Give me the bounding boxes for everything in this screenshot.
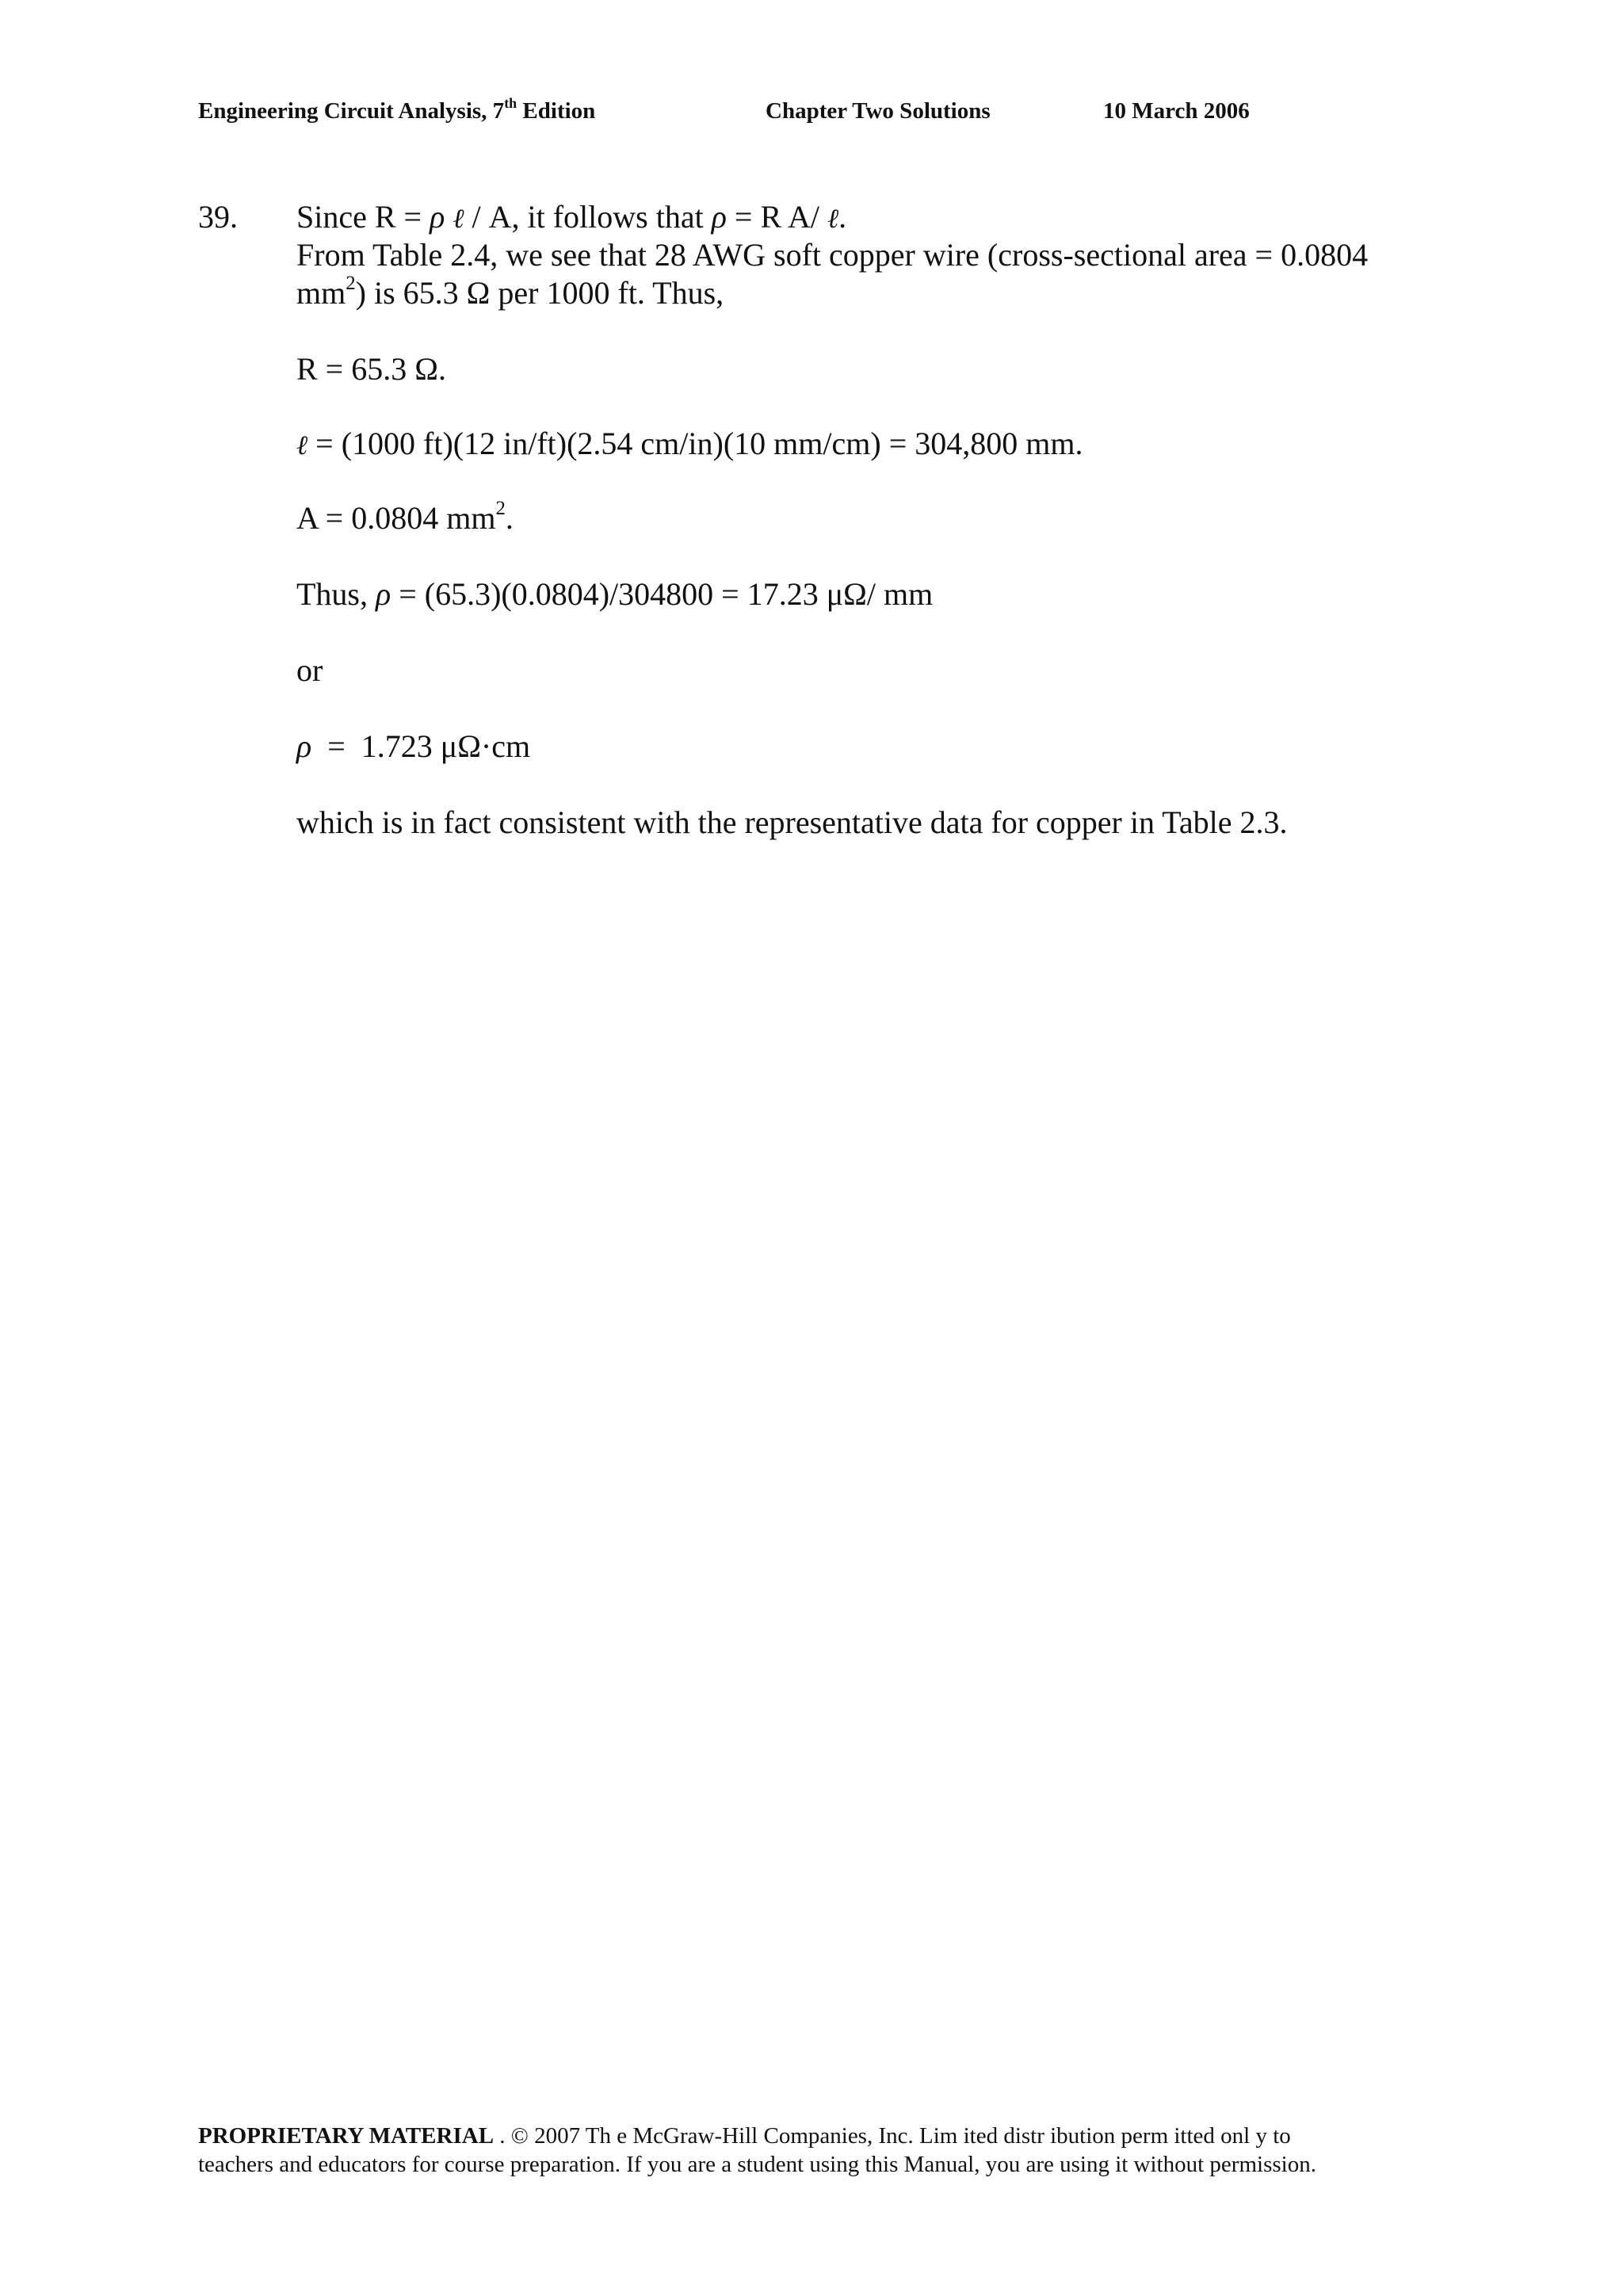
- footer-line-2: teachers and educators for course preparation. If you are a student using this Manual, you are using it without permission.: [198, 2152, 1316, 2177]
- footer-line-1: PROPRIETARY MATERIAL . © 2007 Th e McGraw-Hill Companies, Inc. Lim ited distr ibution perm itted onl y to: [198, 2123, 1291, 2149]
- problem-number: 39.: [198, 199, 238, 235]
- page-footer: [198, 2122, 1450, 2179]
- equation-length: ℓ = (1000 ft)(12 in/ft)(2.54 cm/in)(10 mm/cm) = 304,800 mm.: [296, 426, 1083, 461]
- page-header: [198, 94, 1434, 130]
- equation-resistivity-mm: Thus, ρ = (65.3)(0.0804)/304800 = 17.23 μΩ/ mm: [296, 576, 934, 612]
- equation-area: A = 0.0804 $mm^2$.: [296, 497, 514, 536]
- equation-resistivity-cm: ρ = 1.723 μΩ·cm: [296, 728, 531, 764]
- intro-line: Since R = ρ ℓ / A, it follows that ρ = R A/ ℓ.: [296, 199, 847, 235]
- header-date: 10 March 2006: [1103, 98, 1250, 124]
- equation-resistance: R = 65.3 Ω.: [296, 351, 446, 387]
- or-text: or: [296, 652, 323, 688]
- book-title: Engineering Circuit Analysis, 7th Edition: [198, 94, 596, 124]
- chapter-title: Chapter Two Solutions: [766, 98, 991, 124]
- resistance-per-length-line: $mm^2$) is 65.3 Ω per 1000 ft. Thus,: [296, 272, 724, 311]
- conclusion-text: which is in fact consistent with the representative data for copper in Table 2.3.: [296, 804, 1288, 840]
- table-reference-line: From Table 2.4, we see that 28 AWG soft copper wire (cross-sectional area = 0.0804: [296, 237, 1369, 273]
